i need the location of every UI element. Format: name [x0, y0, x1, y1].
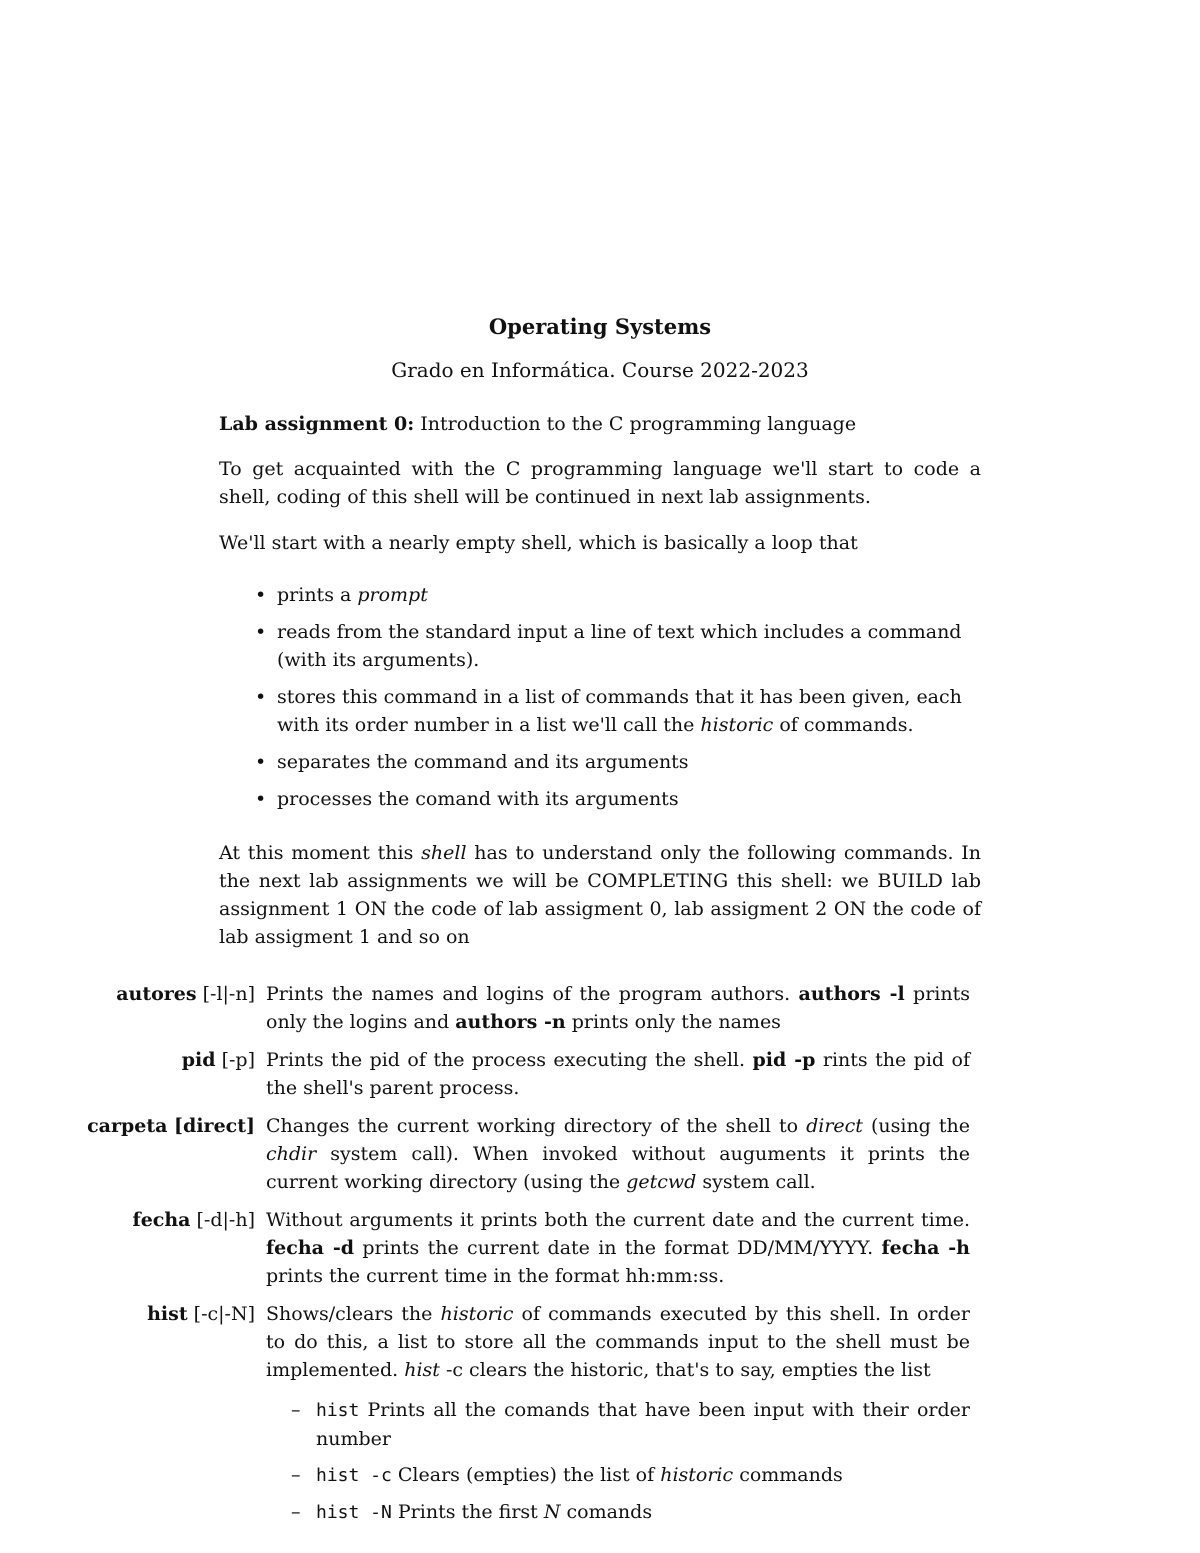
desc-text: Prints the names and logins of the program authors.	[266, 983, 799, 1005]
command-args: [-c|-N]	[187, 1303, 255, 1325]
document-subtitle: Grado en Informática. Course 2022-2023	[391, 358, 809, 382]
command-description	[266, 1112, 970, 1196]
list-item	[277, 748, 981, 776]
command-name: fecha	[132, 1209, 191, 1231]
command-description	[266, 1046, 970, 1102]
desc-text: prints the current date in the format DD/MM/YYYY.	[354, 1237, 882, 1259]
desc-text: Without arguments it prints both the current date and the current time.	[266, 1209, 970, 1231]
option-text: Prints all the comands that have been input with their order number	[316, 1399, 970, 1450]
paragraph-text: At this moment this	[219, 842, 422, 864]
option-code: hist -c	[316, 1465, 392, 1486]
desc-emphasis: historic	[440, 1303, 514, 1325]
list-item	[316, 1498, 970, 1527]
command-carpeta	[0, 1112, 1200, 1196]
desc-emphasis: hist	[404, 1359, 440, 1381]
bullet-text: of commands.	[773, 714, 914, 736]
desc-emphasis: chdir	[266, 1143, 317, 1165]
command-autores	[0, 980, 1200, 1036]
command-name: autores	[116, 983, 197, 1005]
moment-paragraph	[219, 839, 981, 951]
command-term	[0, 980, 266, 1036]
intro-paragraph-2: We'll start with a nearly empty shell, which is basically a loop that	[219, 532, 858, 554]
list-item	[277, 683, 981, 739]
command-term	[0, 1112, 266, 1196]
command-name: hist	[147, 1303, 188, 1325]
paragraph-text: has to understand only the following commands. In the next lab assignments we will be COMPLETING this shell: we BUILD lab assignment 1 ON the code of lab assigment 0, lab assigment 2 ON the code of lab assigment 1 and so on	[219, 842, 982, 948]
option-code: hist	[316, 1400, 360, 1421]
bullet-text: reads from the standard input a line of text which includes a command (with its arguments).	[277, 621, 962, 671]
option-code: hist -N	[316, 1502, 392, 1523]
desc-emphasis: direct	[806, 1115, 863, 1137]
bullet-text: prints a	[277, 584, 358, 606]
command-args: [-d|-h]	[190, 1209, 255, 1231]
bullet-emphasis: historic	[700, 714, 774, 736]
desc-text: prints only the names	[565, 1011, 781, 1033]
desc-bold: fecha -d	[266, 1237, 355, 1259]
desc-text: -c clears the historic, that's to say, empties the list	[439, 1359, 931, 1381]
desc-text: of commands executed by this shell. In order to do this, a list to store all the commands input to the shell must be implemented.	[266, 1303, 970, 1381]
desc-text: Changes the current working directory of the shell to	[266, 1115, 807, 1137]
desc-emphasis: getcwd	[626, 1171, 697, 1193]
desc-text: (using the	[862, 1115, 970, 1137]
bullet-text: separates the command and its arguments	[277, 751, 689, 773]
bullet-text: stores this command in a list of commands that it has been given, each with its order number in a list we'll call the	[277, 686, 962, 736]
option-text: commands	[733, 1464, 843, 1486]
command-name: pid	[181, 1049, 216, 1071]
intro-paragraph-1: To get acquainted with the C programming language we'll start to code a shell, coding of this shell will be continued in next lab assignments.	[219, 458, 981, 508]
desc-text: prints only the logins and	[266, 983, 970, 1033]
list-item	[316, 1396, 970, 1453]
command-description	[266, 980, 970, 1036]
option-text: Prints the first	[391, 1501, 544, 1523]
command-term	[0, 1300, 266, 1535]
command-args: [-l|-n]	[196, 983, 255, 1005]
loop-steps-list	[219, 581, 981, 813]
command-definitions	[0, 980, 1200, 1545]
list-item	[277, 581, 981, 609]
desc-text: prints the current time in the format hh:mm:ss.	[266, 1265, 725, 1287]
lab-heading	[219, 410, 981, 438]
desc-text: system call.	[696, 1171, 816, 1193]
option-text: comands	[560, 1501, 653, 1523]
document-title: Operating Systems	[488, 314, 712, 339]
intro-section	[219, 410, 981, 969]
desc-bold: pid -p	[752, 1049, 816, 1071]
command-term	[0, 1206, 266, 1290]
lab-label: Lab assignment 0:	[219, 413, 415, 435]
command-fecha	[0, 1206, 1200, 1290]
list-item	[316, 1461, 970, 1490]
command-description	[266, 1206, 970, 1290]
list-item	[277, 618, 981, 674]
desc-text: rints the pid of the shell's parent process.	[266, 1049, 970, 1099]
command-term	[0, 1046, 266, 1102]
list-item	[277, 785, 981, 813]
desc-text: Prints the pid of the process executing the shell.	[266, 1049, 753, 1071]
bullet-text: processes the comand with its arguments	[277, 788, 679, 810]
lab-text: Introduction to the C programming language	[420, 413, 857, 435]
desc-bold: authors -l	[798, 983, 905, 1005]
desc-text: Shows/clears the	[266, 1303, 441, 1325]
option-emphasis: N	[543, 1501, 561, 1523]
desc-bold: authors -n	[455, 1011, 566, 1033]
command-description	[266, 1300, 970, 1535]
command-pid	[0, 1046, 1200, 1102]
desc-bold: fecha -h	[881, 1237, 970, 1259]
command-hist	[0, 1300, 1200, 1535]
command-name: carpeta [direct]	[87, 1115, 255, 1137]
bullet-emphasis: prompt	[357, 584, 428, 606]
option-text: Clears (empties) the list of	[391, 1464, 661, 1486]
command-args: [-p]	[215, 1049, 255, 1071]
hist-options-list	[266, 1396, 970, 1527]
desc-text: system call). When invoked without auguments it prints the current working directory (using the	[266, 1143, 970, 1193]
paragraph-emphasis: shell	[421, 842, 467, 864]
option-emphasis: historic	[660, 1464, 734, 1486]
